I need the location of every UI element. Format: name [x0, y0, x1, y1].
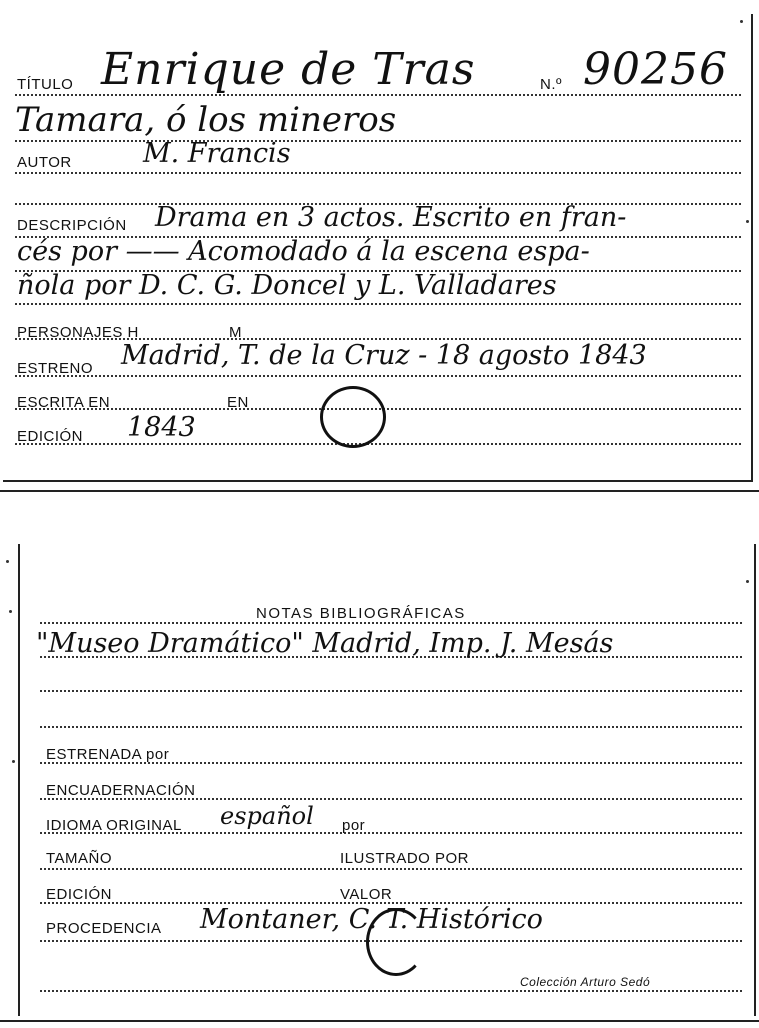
title-rule-2 — [15, 140, 741, 142]
premiered-by-label: ESTRENADA por — [46, 746, 170, 763]
bottom-edge-line — [0, 1020, 759, 1022]
description-label: DESCRIPCIÓN — [17, 217, 127, 234]
notes-handwriting: "Museo Dramático" Madrid, Imp. J. Mesás — [36, 628, 614, 659]
edition-handwriting: 1843 — [127, 412, 196, 443]
edition-rule — [15, 443, 741, 445]
original-language-handwriting: español — [220, 802, 314, 830]
original-language-label: IDIOMA ORIGINAL — [46, 817, 182, 834]
scan-speck — [740, 20, 743, 23]
author-label: AUTOR — [17, 154, 72, 171]
collection-credit: Colección Arturo Sedó — [520, 975, 651, 989]
title-handwriting: Enrique de Tras — [101, 44, 476, 95]
title-handwriting-line2: Tamara, ó los mineros — [15, 100, 397, 140]
premiere-label: ESTRENO — [17, 360, 94, 377]
card-divider-line — [0, 490, 759, 492]
size-label: TAMAÑO — [46, 850, 113, 867]
scan-speck — [746, 580, 749, 583]
notes-rule-3 — [40, 690, 742, 692]
binding-label: ENCUADERNACIÓN — [46, 782, 196, 799]
description-rule-3 — [15, 303, 741, 305]
illustrated-by-label: ILUSTRADO POR — [340, 850, 470, 867]
number-prefix: N.º — [540, 76, 562, 93]
description-handwriting-2: cés por —— Acomodado á la escena espa- — [17, 236, 590, 267]
notes-rule-4 — [40, 726, 742, 728]
edition-label-bottom: EDICIÓN — [46, 886, 113, 903]
written-in-label: ESCRITA EN — [17, 394, 111, 411]
written-in-place-label: EN — [227, 394, 249, 411]
stamp-circle-top — [320, 386, 386, 448]
edition-label: EDICIÓN — [17, 428, 84, 445]
catalog-number: 90256 — [583, 44, 728, 95]
bibliographic-notes-heading: NOTAS BIBLIOGRÁFICAS — [256, 605, 466, 622]
description-handwriting-1: Drama en 3 actos. Escrito en fran- — [155, 202, 627, 233]
scan-speck — [12, 760, 15, 763]
provenance-handwriting: Montaner, C. T. Histórico — [200, 904, 543, 935]
author-handwriting: M. Francis — [143, 138, 291, 169]
author-rule — [15, 172, 741, 174]
title-label: TÍTULO — [17, 76, 74, 93]
scan-speck — [746, 220, 749, 223]
characters-label: PERSONAJES H — [17, 324, 139, 341]
premiere-rule — [15, 375, 741, 377]
description-handwriting-3: ñola por D. C. G. Doncel y L. Valladares — [17, 270, 557, 301]
premiere-handwriting: Madrid, T. de la Cruz - 18 agosto 1843 — [121, 340, 647, 371]
provenance-label: PROCEDENCIA — [46, 920, 162, 937]
footer-rule — [40, 990, 742, 992]
size-rule — [40, 868, 742, 870]
language-by-label: por — [342, 817, 366, 834]
notes-rule-1 — [40, 622, 742, 624]
scan-speck — [6, 560, 9, 563]
scan-speck — [9, 610, 12, 613]
characters-women-label: M — [229, 324, 242, 341]
stamp-circle-bottom — [366, 908, 426, 976]
value-label: VALOR — [340, 886, 393, 903]
